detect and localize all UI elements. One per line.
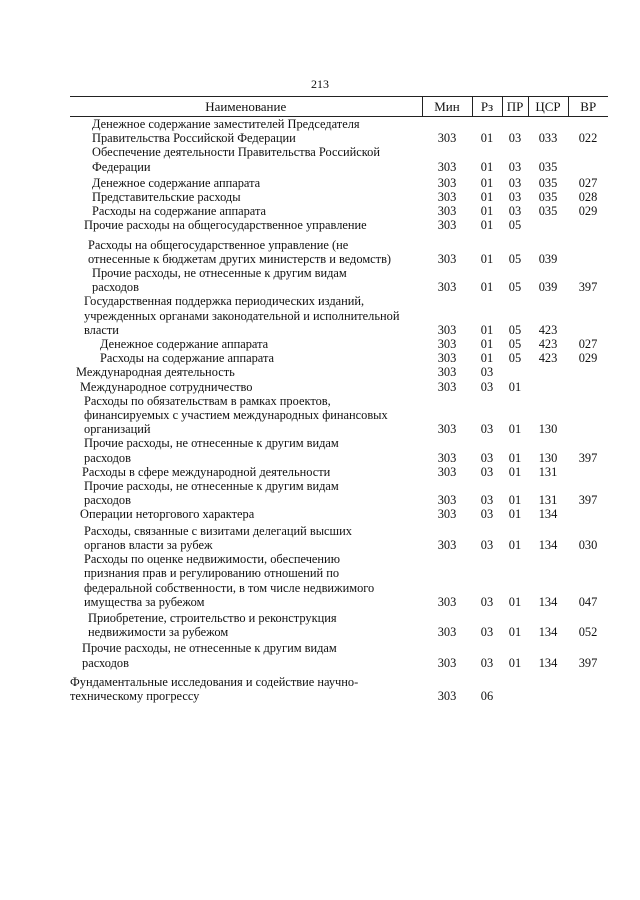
row-name-line: органов власти за рубеж: [84, 537, 213, 552]
table-row: [70, 266, 608, 294]
table-row: [70, 670, 608, 703]
code-min: 303: [437, 422, 457, 437]
code-pr: 01: [508, 625, 522, 640]
table-row: [70, 233, 608, 266]
code-rz: 01: [480, 280, 494, 295]
code-pr: 05: [508, 280, 522, 295]
row-name: [70, 522, 422, 552]
code-csr: [528, 218, 568, 232]
row-name-line: Федерации: [92, 159, 151, 174]
code-vr: 027: [578, 175, 598, 190]
row-name: [70, 233, 422, 266]
row-name-line: федеральной собственности, в том числе недвижимого: [84, 580, 375, 595]
code-csr: 035: [538, 175, 558, 190]
code-vr: 047: [578, 594, 598, 609]
header-name: Наименование: [70, 97, 422, 117]
row-name: [70, 365, 422, 379]
code-rz: 01: [480, 322, 494, 337]
code-min: 303: [437, 464, 457, 479]
code-vr: [568, 233, 608, 266]
code-min: 303: [437, 688, 457, 703]
row-name-line: недвижимости за рубежом: [88, 625, 229, 640]
code-pr: 01: [508, 422, 522, 437]
code-pr: 01: [508, 594, 522, 609]
code-csr: 039: [538, 280, 558, 295]
row-name-line: Расходы в сфере международной деятельности: [82, 464, 331, 479]
code-min: 303: [437, 190, 457, 205]
code-min: 303: [437, 450, 457, 465]
code-pr: [502, 670, 528, 703]
row-name: [70, 552, 422, 609]
code-vr: 052: [578, 625, 598, 640]
code-min: 303: [437, 251, 457, 266]
code-rz: 01: [480, 351, 494, 366]
row-name-line: отнесенные к бюджетам других министерств и ведомств): [88, 251, 392, 266]
code-pr: 01: [508, 379, 522, 394]
table-row: [70, 552, 608, 609]
code-min: 303: [437, 537, 457, 552]
code-csr: [528, 670, 568, 703]
code-csr: 131: [538, 464, 558, 479]
code-vr: 397: [578, 450, 598, 465]
table-row: [70, 436, 608, 464]
table-header: [70, 97, 608, 117]
row-name: [70, 479, 422, 507]
row-name-line: Прочие расходы, не отнесенные к другим видам: [84, 479, 339, 494]
code-pr: 01: [508, 493, 522, 508]
row-name: [70, 294, 422, 337]
table-row: [70, 479, 608, 507]
code-rz: 01: [480, 218, 494, 233]
row-name-line: Представительские расходы: [92, 190, 241, 205]
row-name-line: Международное сотрудничество: [80, 379, 253, 394]
code-csr: 423: [538, 322, 558, 337]
table-row: [70, 337, 608, 351]
row-name: [70, 117, 422, 146]
row-name: [70, 351, 422, 365]
code-min: 303: [437, 379, 457, 394]
code-rz: 01: [480, 131, 494, 146]
row-name: [70, 507, 422, 521]
code-min: 303: [437, 493, 457, 508]
row-name-line: Приобретение, строительство и реконструкция: [88, 610, 337, 625]
row-name-line: учрежденных органами законодательной и исполнительной: [84, 308, 400, 323]
code-pr: 01: [508, 507, 522, 522]
row-name-line: организаций: [84, 422, 151, 437]
row-name: [70, 465, 422, 479]
row-name-line: Прочие расходы, не отнесенные к другим видам: [82, 641, 337, 656]
row-name: [70, 218, 422, 232]
code-rz: 03: [480, 379, 494, 394]
row-name-line: Денежное содержание аппарата: [100, 337, 269, 352]
code-pr: 01: [508, 450, 522, 465]
code-pr: 05: [508, 351, 522, 366]
budget-table: [70, 96, 608, 703]
code-csr: [528, 380, 568, 394]
code-csr: 134: [538, 625, 558, 640]
row-name-line: расходов: [84, 493, 131, 508]
code-csr: 134: [538, 594, 558, 609]
row-name-line: Расходы на содержание аппарата: [92, 204, 267, 219]
table-row: [70, 365, 608, 379]
row-name-line: власти: [84, 322, 119, 337]
header-pr: ПР: [502, 97, 528, 117]
header-csr: ЦСР: [528, 97, 568, 117]
code-pr: 01: [508, 655, 522, 670]
code-rz: 01: [480, 204, 494, 219]
code-rz: 03: [480, 625, 494, 640]
row-name-line: имущества за рубежом: [84, 594, 205, 609]
code-csr: 039: [538, 251, 558, 266]
code-vr: [568, 380, 608, 394]
code-rz: 01: [480, 251, 494, 266]
code-rz: 03: [480, 450, 494, 465]
row-name-line: Прочие расходы на общегосударственное управление: [84, 218, 367, 233]
code-min: 303: [437, 175, 457, 190]
code-pr: 05: [508, 322, 522, 337]
code-vr: [568, 145, 608, 173]
code-vr: 028: [578, 190, 598, 205]
row-name: [70, 436, 422, 464]
code-csr: 134: [538, 507, 558, 522]
code-rz: 03: [480, 594, 494, 609]
row-name: [70, 145, 422, 173]
code-csr: 033: [538, 131, 558, 146]
table-row: [70, 394, 608, 437]
code-rz: 03: [480, 537, 494, 552]
code-min: 303: [437, 218, 457, 233]
row-name-line: техническому прогрессу: [70, 688, 200, 703]
code-min: 303: [437, 594, 457, 609]
code-csr: 130: [538, 422, 558, 437]
page-number: 213: [311, 77, 329, 91]
code-vr: 397: [578, 493, 598, 508]
row-name-line: Расходы на общегосударственное управление (не: [88, 237, 349, 252]
code-pr: 03: [508, 204, 522, 219]
table-row: [70, 294, 608, 337]
code-vr: [568, 507, 608, 521]
code-rz: 03: [480, 422, 494, 437]
code-vr: [568, 670, 608, 703]
row-name-line: Фундаментальные исследования и содействие научно-: [70, 674, 359, 689]
row-name: [70, 394, 422, 437]
table-row: [70, 380, 608, 394]
code-min: 303: [437, 280, 457, 295]
code-csr: 423: [538, 351, 558, 366]
code-rz: 03: [480, 365, 494, 380]
header-vr: ВР: [568, 97, 608, 117]
code-vr: 397: [578, 280, 598, 295]
row-name: [70, 609, 422, 639]
row-name: [70, 204, 422, 218]
code-csr: [528, 365, 568, 379]
row-name-line: Операции неторгового характера: [80, 507, 255, 522]
code-vr: 030: [578, 537, 598, 552]
code-vr: 029: [578, 351, 598, 366]
code-vr: 029: [578, 204, 598, 219]
row-name-line: Расходы на содержание аппарата: [100, 351, 275, 366]
table-row: [70, 351, 608, 365]
table-row: [70, 145, 608, 173]
code-min: 303: [437, 365, 457, 380]
code-rz: 03: [480, 464, 494, 479]
code-vr: [568, 465, 608, 479]
row-name: [70, 670, 422, 703]
code-min: 303: [437, 159, 457, 174]
table-row: [70, 465, 608, 479]
code-pr: 03: [508, 159, 522, 174]
row-name: [70, 266, 422, 294]
row-name-line: Прочие расходы, не отнесенные к другим видам: [92, 266, 347, 281]
code-csr: 035: [538, 159, 558, 174]
row-name-line: расходов: [84, 450, 131, 465]
header-rz: Рз: [472, 97, 502, 117]
code-rz: 01: [480, 159, 494, 174]
row-name-line: Государственная поддержка периодических изданий,: [84, 294, 365, 309]
row-name-line: Международная деятельность: [76, 365, 235, 380]
code-csr: 134: [538, 655, 558, 670]
table-row: [70, 218, 608, 232]
row-name-line: расходов: [82, 655, 129, 670]
table-body: [70, 117, 608, 704]
row-name: [70, 174, 422, 190]
budget-table-container: [70, 96, 608, 703]
row-name-line: Обеспечение деятельности Правительства Российской: [92, 145, 380, 160]
code-csr: 130: [538, 450, 558, 465]
table-row: [70, 204, 608, 218]
row-name-line: Денежное содержание заместителей Председателя: [92, 117, 360, 131]
code-rz: 03: [480, 507, 494, 522]
code-rz: 06: [480, 688, 494, 703]
code-min: 303: [437, 351, 457, 366]
code-min: 303: [437, 322, 457, 337]
code-pr: 05: [508, 337, 522, 352]
code-rz: 03: [480, 655, 494, 670]
table-row: [70, 522, 608, 552]
code-vr: 397: [578, 655, 598, 670]
code-vr: [568, 365, 608, 379]
row-name-line: финансируемых с участием международных финансовых: [84, 408, 388, 423]
row-name-line: Расходы по обязательствам в рамках проектов,: [84, 393, 331, 408]
table-row: [70, 174, 608, 190]
row-name-line: Денежное содержание аппарата: [92, 175, 261, 190]
code-pr: 03: [508, 131, 522, 146]
code-csr: 423: [538, 337, 558, 352]
code-pr: 05: [508, 251, 522, 266]
code-vr: [568, 294, 608, 337]
table-row: [70, 507, 608, 521]
table-row: [70, 190, 608, 204]
row-name: [70, 380, 422, 394]
code-vr: 022: [578, 131, 598, 146]
code-rz: 03: [480, 493, 494, 508]
code-csr: 134: [538, 537, 558, 552]
code-vr: [568, 218, 608, 232]
code-pr: 05: [508, 218, 522, 233]
code-pr: 01: [508, 537, 522, 552]
row-name-line: Правительства Российской Федерации: [92, 131, 296, 146]
code-pr: 01: [508, 464, 522, 479]
code-pr: 03: [508, 190, 522, 205]
row-name: [70, 337, 422, 351]
code-pr: 03: [508, 175, 522, 190]
code-min: 303: [437, 655, 457, 670]
table-row: [70, 609, 608, 639]
table-row: [70, 117, 608, 146]
header-min: Мин: [422, 97, 472, 117]
code-min: 303: [437, 507, 457, 522]
row-name: [70, 190, 422, 204]
row-name-line: расходов: [92, 280, 139, 295]
row-name-line: Расходы, связанные с визитами делегаций высших: [84, 523, 352, 538]
table-row: [70, 639, 608, 669]
code-rz: 01: [480, 190, 494, 205]
code-csr: 131: [538, 493, 558, 508]
row-name-line: признания прав и регулированию отношений по: [84, 566, 340, 581]
row-name: [70, 639, 422, 669]
code-vr: [568, 394, 608, 437]
code-min: 303: [437, 625, 457, 640]
code-rz: 01: [480, 337, 494, 352]
code-pr: [502, 365, 528, 379]
row-name-line: Расходы по оценке недвижимости, обеспечению: [84, 552, 340, 567]
code-rz: 01: [480, 175, 494, 190]
row-name-line: Прочие расходы, не отнесенные к другим видам: [84, 436, 339, 451]
code-csr: 035: [538, 190, 558, 205]
code-min: 303: [437, 131, 457, 146]
code-csr: 035: [538, 204, 558, 219]
code-vr: 027: [578, 337, 598, 352]
code-min: 303: [437, 204, 457, 219]
code-min: 303: [437, 337, 457, 352]
